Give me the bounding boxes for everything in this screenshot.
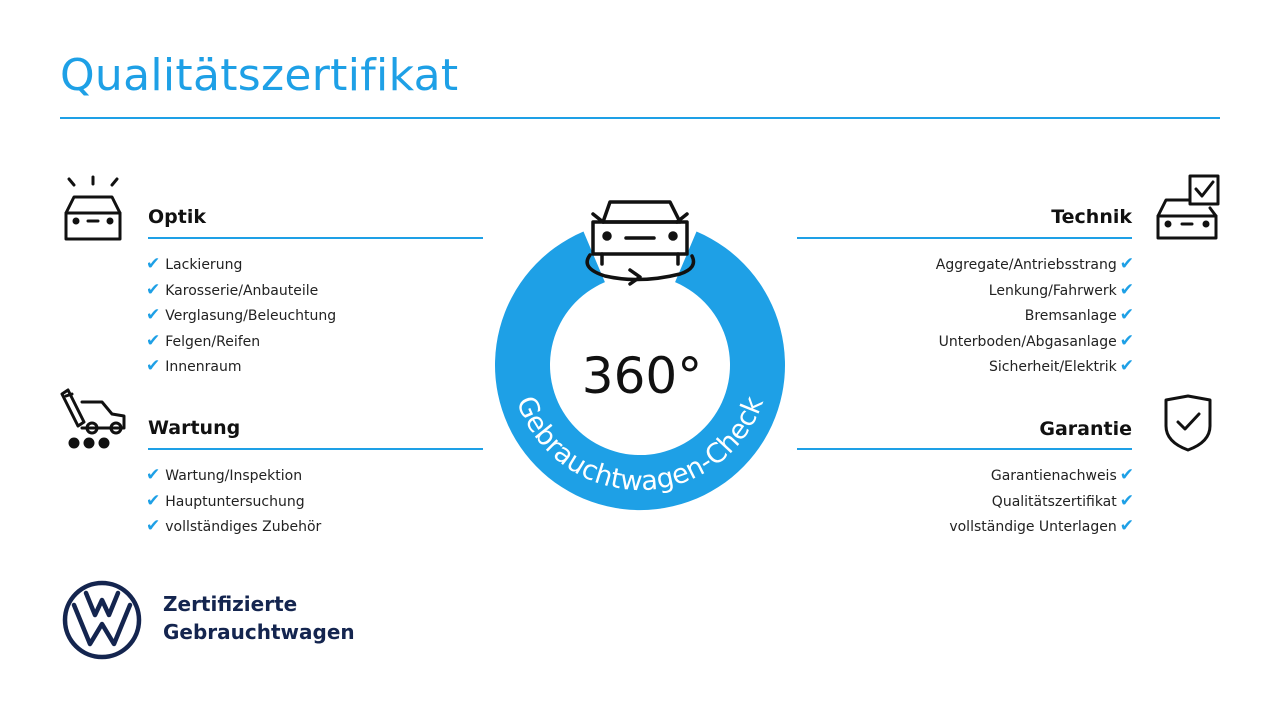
list-item: ✔ Karosserie/Anbauteile	[146, 279, 319, 300]
section-title-technik: Technik	[1051, 206, 1132, 228]
check-icon: ✔	[146, 465, 161, 485]
check-360-graphic	[480, 180, 800, 520]
list-optik	[146, 252, 336, 380]
list-item: ✔ vollständiges Zubehör	[146, 516, 322, 537]
check-icon: ✔	[146, 516, 161, 537]
list-item: Sicherheit/Elektrik ✔	[989, 356, 1134, 377]
vw-logo-icon	[62, 580, 142, 665]
shield-check-icon	[1162, 394, 1214, 454]
list-item: ✔ Verglasung/Beleuchtung	[146, 305, 337, 326]
section-title-wartung: Wartung	[148, 417, 241, 439]
brand-text	[163, 590, 355, 646]
check-icon: ✔	[1119, 356, 1134, 377]
list-item: ✔ Wartung/Inspektion	[146, 465, 303, 485]
check-icon: ✔	[146, 305, 161, 326]
list-item: Garantienachweis ✔	[990, 465, 1134, 485]
list-item: vollständige Unterlagen ✔	[949, 516, 1134, 537]
section-divider-wartung	[148, 448, 483, 450]
section-title-optik: Optik	[148, 206, 206, 228]
check-icon: ✔	[1119, 330, 1134, 351]
brand-line-2: Gebrauchtwagen	[163, 620, 355, 644]
list-wartung	[146, 463, 321, 540]
check-icon: ✔	[146, 279, 161, 300]
ring-label: Gebrauchtwagen-Check	[509, 391, 771, 498]
check-icon: ✔	[1119, 254, 1134, 274]
list-item: Unterboden/Abgasanlage ✔	[938, 330, 1134, 351]
check-icon: ✔	[146, 356, 161, 377]
list-item: Bremsanlage ✔	[1024, 305, 1134, 326]
check-icon: ✔	[1119, 516, 1134, 537]
page-title: Qualitätszertifikat	[60, 50, 459, 101]
tools-car-icon	[58, 388, 130, 452]
section-divider-technik	[797, 237, 1132, 239]
brand-line-1: Zertifizierte	[163, 592, 298, 616]
list-item: ✔ Hauptuntersuchung	[146, 490, 305, 511]
list-item: Aggregate/Antriebsstrang ✔	[935, 254, 1134, 274]
degrees-label: 360°	[581, 347, 703, 405]
list-item: Lenkung/Fahrwerk ✔	[988, 279, 1134, 300]
list-item: ✔ Lackierung	[146, 254, 243, 274]
check-icon: ✔	[1119, 305, 1134, 326]
section-divider-garantie	[797, 448, 1132, 450]
list-garantie	[949, 463, 1134, 540]
car-rotate-icon	[587, 202, 693, 284]
list-item: ✔ Innenraum	[146, 356, 242, 377]
list-item: ✔ Felgen/Reifen	[146, 330, 261, 351]
title-divider	[60, 117, 1220, 119]
check-icon: ✔	[1119, 490, 1134, 511]
section-title-garantie: Garantie	[1039, 418, 1132, 440]
check-icon: ✔	[146, 330, 161, 351]
section-divider-optik	[148, 237, 483, 239]
car-checkbox-icon	[1152, 172, 1224, 244]
list-technik	[936, 252, 1134, 380]
list-item: Qualitätszertifikat ✔	[991, 490, 1134, 511]
check-icon: ✔	[146, 254, 161, 274]
car-lights-icon	[58, 175, 128, 243]
check-icon: ✔	[146, 490, 161, 511]
check-icon: ✔	[1119, 279, 1134, 300]
check-icon: ✔	[1119, 465, 1134, 485]
